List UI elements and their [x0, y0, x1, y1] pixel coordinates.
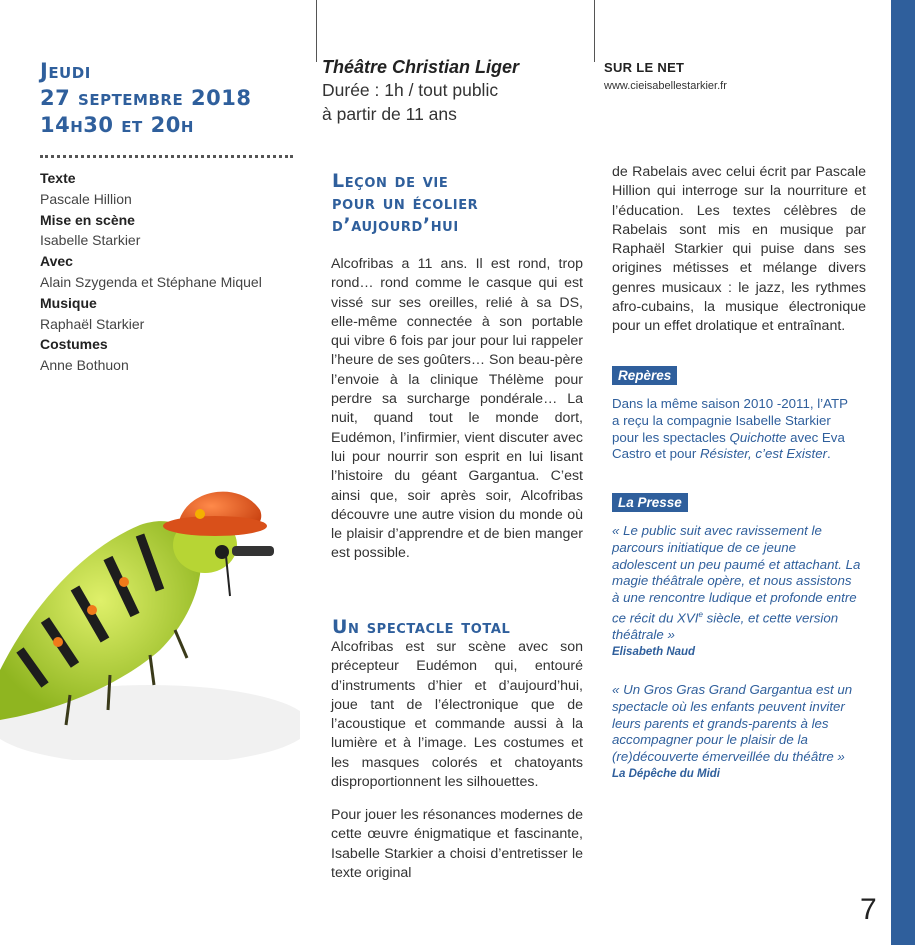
section1-heading	[332, 170, 582, 236]
quote-text: « Le public suit avec ravissement le parcours initiatique de ce jeune adolescent un peu paumé et attachant. La magie théâtrale opère, et nous assistons à une rencontre ludique et profonde entre ce récit du XVI	[612, 523, 861, 626]
presse-label: La Presse	[612, 493, 688, 512]
press-quote-2	[612, 682, 864, 783]
press-quote-1	[612, 523, 862, 661]
section2-text-cont: Pour jouer les résonances modernes de cette œuvre énigmatique et fascinante, Isabelle Starkier a choisi d’entretisser le texte original	[331, 807, 583, 881]
show-title: Résister, c’est Exister	[699, 446, 828, 462]
quote-text: « Un Gros Gras Grand Gargantua est un spectacle où les enfants peuvent inviter leurs parents et grands-parents à les accompagner pour le plaisir de la (re)découverte émerveillée du théâtre »	[612, 682, 853, 765]
caterpillar-illustration	[0, 470, 300, 760]
credit-role: Avec	[40, 253, 73, 270]
press-source-1: Elisabeth Naud	[612, 646, 696, 658]
reperes-text-part: .	[827, 446, 831, 462]
section1-heading-line: d’aujourd’hui	[332, 214, 459, 236]
section2-heading: Un spectacle total	[332, 616, 511, 638]
venue-block	[322, 56, 582, 126]
venue-name: Théâtre Christian Liger	[322, 57, 520, 77]
reperes-text-part: avec Eva Castro et pour	[612, 429, 845, 462]
credit-person: Anne Bothuon	[40, 357, 129, 374]
website-link[interactable]: www.cieisabellestarkier.fr	[604, 80, 727, 92]
reperes-text	[612, 396, 857, 463]
reperes-text-part: Dans la même saison 2010 -2011, l’ATP a reçu la compagnie Isabelle Starkier pour les spectacles	[612, 396, 848, 445]
continued-text: de Rabelais avec celui écrit par Pascale Hillion qui interroge sur la nourriture et l’éducation. Les textes célèbres de Rabelais sont mis en musique par Raphaël Starkier qui puise dans ses origines métisses et mélange divers genres musicaux : le jazz, les rythmes afro-cubains, la musique électronique pour un effet drolatique et entraînant.	[612, 164, 866, 335]
reperes-label: Repères	[612, 366, 677, 385]
credit-role: Texte	[40, 170, 76, 186]
section1-heading-line: Leçon de vie	[332, 170, 449, 192]
page-number: 7	[860, 893, 877, 926]
dotted-separator	[40, 155, 293, 158]
event-day: Jeudi	[40, 59, 91, 83]
quote-sup: e	[698, 609, 703, 619]
show-title: Quichotte	[729, 429, 787, 445]
section1-heading-line: pour un écolier	[332, 192, 479, 214]
section2-text: Alcofribas est sur scène avec son précepteur Eudémon qui, entouré d’instruments d’hier et d’aujourd’hui, joue tant de l’électronique que de l’acoustique et commande aussi à la lumière et à l’image. Les costumes et les masques colorés et chatoyants disproportionnent les silhouettes.	[331, 639, 583, 791]
section1-text: Alcofribas a 11 ans. Il est rond, trop rond… rond comme le casque qui est vissé sur ses oreilles, relié à sa DS, elle-même connectée à son portable qui vibre 6 fois par jour pour lui rappeler l’heure de ses goûters… Son beau-père l’envoie à la clinique Thélème pour perdre sa surcharge pondérale… La nuit, quand tout le monde dort, Eudémon, l’infirmier, vient discuter avec lui pour nourrir son esprit en lui lisant l’histoire du géant Gargantua. C’est ainsi que, soir après soir, Alcofribas découvre une autre vision du monde où le plaisir d’apprendre et de bien manger est possible.	[331, 256, 583, 562]
credits-list	[40, 168, 300, 376]
credit-person: Raphaël Starkier	[40, 315, 145, 332]
credit-person: Alain Szygenda et Stéphane Miquel	[40, 273, 262, 290]
quote-text: siècle, et cette version théâtrale »	[612, 610, 839, 643]
credit-person: Pascale Hillion	[40, 190, 132, 207]
event-date	[40, 58, 300, 139]
web-heading: SUR LE NET	[604, 60, 685, 75]
column-divider-left	[316, 0, 317, 62]
column-divider-right	[594, 0, 595, 62]
event-times: 14h30 et 20h	[40, 113, 194, 137]
press-source-2: La Dépêche du Midi	[612, 767, 720, 780]
credit-role: Musique	[40, 294, 97, 311]
event-full-date: 27 septembre 2018	[40, 86, 252, 110]
credit-person: Isabelle Starkier	[40, 232, 141, 249]
credit-role: Mise en scène	[40, 211, 135, 228]
duration-text: Durée : 1h / tout public	[322, 80, 499, 100]
side-color-bar	[891, 0, 915, 945]
credit-role: Costumes	[40, 336, 108, 353]
age-text: à partir de 11 ans	[322, 104, 457, 124]
